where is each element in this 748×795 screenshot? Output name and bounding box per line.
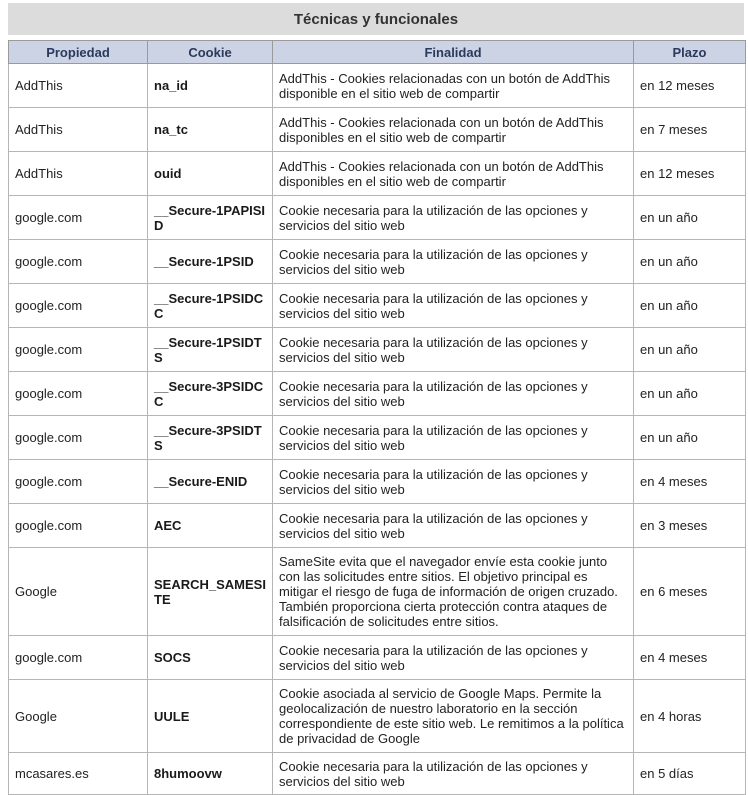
cell-plazo: en 3 meses: [634, 504, 746, 548]
cell-propiedad: google.com: [9, 328, 148, 372]
cell-finalidad: Cookie asociada al servicio de Google Maps. Permite la geolocalización de nuestro laboratorio en la sección correspondiente de este sitio web. Le remitimos a la política de privacidad de Google: [273, 680, 634, 753]
table-row: [9, 64, 746, 108]
cell-cookie: __Secure-1PAPISID: [148, 196, 273, 240]
table-row: [9, 753, 746, 795]
cell-propiedad: google.com: [9, 284, 148, 328]
cell-cookie: na_tc: [148, 108, 273, 152]
cell-propiedad: AddThis: [9, 108, 148, 152]
cell-cookie: SEARCH_SAMESITE: [148, 548, 273, 636]
cell-cookie: SOCS: [148, 636, 273, 680]
cell-propiedad: mcasares.es: [9, 753, 148, 795]
header-cookie: Cookie: [148, 41, 273, 64]
cell-cookie: __Secure-1PSIDCC: [148, 284, 273, 328]
cell-propiedad: google.com: [9, 240, 148, 284]
cell-propiedad: Google: [9, 680, 148, 753]
cell-plazo: en un año: [634, 284, 746, 328]
cell-cookie: __Secure-3PSIDTS: [148, 416, 273, 460]
table-row: [9, 460, 746, 504]
cell-finalidad: Cookie necesaria para la utilización de las opciones y servicios del sitio web: [273, 504, 634, 548]
cell-propiedad: google.com: [9, 416, 148, 460]
cell-finalidad: AddThis - Cookies relacionada con un botón de AddThis disponibles en el sitio web de compartir: [273, 108, 634, 152]
cell-finalidad: Cookie necesaria para la utilización de las opciones y servicios del sitio web: [273, 753, 634, 795]
cookie-table: [8, 40, 746, 795]
cell-propiedad: google.com: [9, 196, 148, 240]
cell-propiedad: google.com: [9, 504, 148, 548]
table-header-row: [9, 41, 746, 64]
cell-cookie: __Secure-3PSIDCC: [148, 372, 273, 416]
cell-propiedad: Google: [9, 548, 148, 636]
cell-finalidad: Cookie necesaria para la utilización de las opciones y servicios del sitio web: [273, 372, 634, 416]
table-row: [9, 548, 746, 636]
section-title: Técnicas y funcionales: [8, 3, 744, 35]
cell-plazo: en un año: [634, 328, 746, 372]
cell-finalidad: Cookie necesaria para la utilización de las opciones y servicios del sitio web: [273, 284, 634, 328]
cell-plazo: en 4 meses: [634, 636, 746, 680]
header-finalidad: Finalidad: [273, 41, 634, 64]
cell-propiedad: AddThis: [9, 152, 148, 196]
cell-cookie: AEC: [148, 504, 273, 548]
cell-finalidad: Cookie necesaria para la utilización de las opciones y servicios del sitio web: [273, 460, 634, 504]
table-row: [9, 108, 746, 152]
table-row: [9, 680, 746, 753]
cell-cookie: __Secure-ENID: [148, 460, 273, 504]
cell-cookie: UULE: [148, 680, 273, 753]
cell-cookie: na_id: [148, 64, 273, 108]
cell-finalidad: SameSite evita que el navegador envíe esta cookie junto con las solicitudes entre sitios. El objetivo principal es mitigar el riesgo de fuga de información de origen cruzado. También proporciona cierta protección contra ataques de falsificación de solicitudes entre sitios.: [273, 548, 634, 636]
header-plazo: Plazo: [634, 41, 746, 64]
cell-finalidad: Cookie necesaria para la utilización de las opciones y servicios del sitio web: [273, 196, 634, 240]
cell-finalidad: Cookie necesaria para la utilización de las opciones y servicios del sitio web: [273, 240, 634, 284]
header-propiedad: Propiedad: [9, 41, 148, 64]
table-row: [9, 372, 746, 416]
cell-plazo: en 4 meses: [634, 460, 746, 504]
table-row: [9, 328, 746, 372]
table-row: [9, 504, 746, 548]
cell-plazo: en 4 horas: [634, 680, 746, 753]
cell-propiedad: google.com: [9, 372, 148, 416]
cell-finalidad: Cookie necesaria para la utilización de las opciones y servicios del sitio web: [273, 328, 634, 372]
cell-plazo: en un año: [634, 196, 746, 240]
cell-cookie: ouid: [148, 152, 273, 196]
cell-plazo: en 5 días: [634, 753, 746, 795]
cell-propiedad: google.com: [9, 460, 148, 504]
cell-plazo: en un año: [634, 372, 746, 416]
cell-plazo: en un año: [634, 416, 746, 460]
cell-plazo: en 12 meses: [634, 64, 746, 108]
table-row: [9, 416, 746, 460]
cell-cookie: 8humoovw: [148, 753, 273, 795]
cell-cookie: __Secure-1PSID: [148, 240, 273, 284]
table-row: [9, 196, 746, 240]
cell-plazo: en 7 meses: [634, 108, 746, 152]
cell-propiedad: google.com: [9, 636, 148, 680]
cell-plazo: en 12 meses: [634, 152, 746, 196]
cell-finalidad: AddThis - Cookies relacionadas con un botón de AddThis disponible en el sitio web de compartir: [273, 64, 634, 108]
cell-propiedad: AddThis: [9, 64, 148, 108]
cell-cookie: __Secure-1PSIDTS: [148, 328, 273, 372]
table-row: [9, 240, 746, 284]
cell-finalidad: Cookie necesaria para la utilización de las opciones y servicios del sitio web: [273, 416, 634, 460]
cell-plazo: en un año: [634, 240, 746, 284]
table-row: [9, 284, 746, 328]
cell-finalidad: AddThis - Cookies relacionada con un botón de AddThis disponibles en el sitio web de compartir: [273, 152, 634, 196]
table-row: [9, 636, 746, 680]
cell-finalidad: Cookie necesaria para la utilización de las opciones y servicios del sitio web: [273, 636, 634, 680]
cell-plazo: en 6 meses: [634, 548, 746, 636]
table-row: [9, 152, 746, 196]
